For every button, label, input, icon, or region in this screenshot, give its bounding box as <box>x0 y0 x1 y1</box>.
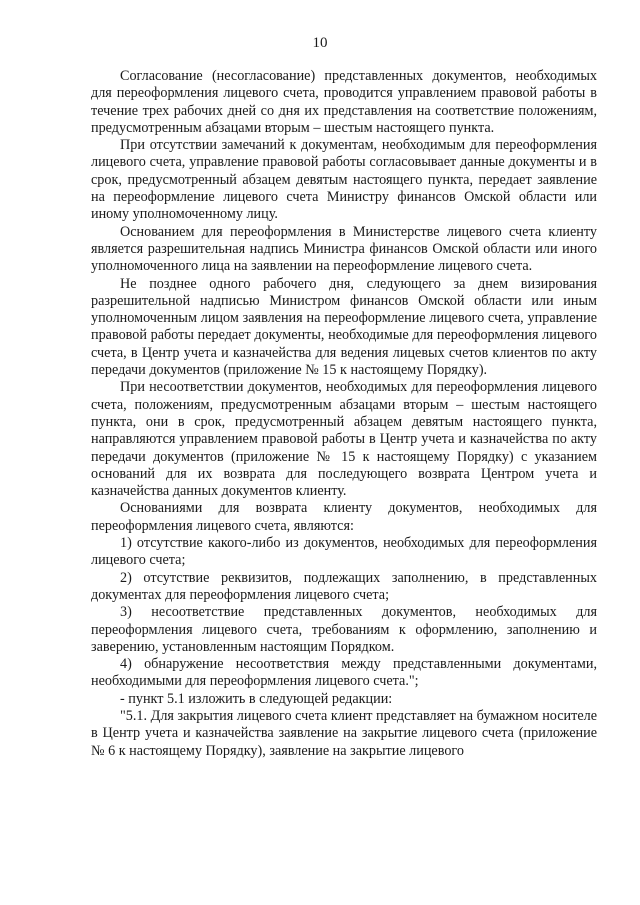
paragraph: Основанием для переоформления в Министерстве лицевого счета клиенту является разрешительная надпись Министра финансов Омской области или иного уполномоченного лица на заявлении на переоформление лицевого счета. <box>91 223 597 275</box>
paragraph: - пункт 5.1 изложить в следующей редакции: <box>120 690 393 707</box>
list-item: 4) обнаружение несоответствия между представленными документами, необходимыми для переоформления лицевого счета."; <box>91 656 597 690</box>
list-item: 3) несоответствие представленных документов, необходимых для переоформления лицевого счета, требованиям к оформлению, заполнению и заверению, установленным настоящим Порядком. <box>91 604 597 655</box>
paragraph: Согласование (несогласование) представленных документов, необходимых для переоформления лицевого счета, проводится управлением правовой работы в течение трех рабочих дней со дня их представления на соответствие положениям, предусмотренным абзацами вторым – шестым настоящего пункта. <box>91 68 597 136</box>
paragraph: Не позднее одного рабочего дня, следующего за днем визирования разрешительной надписью Министром финансов Омской области или иным уполномоченным лицом заявления на переоформление лицевого счета, управление правовой работы передает документы, необходимые для переоформления лицевого счета, в Центр учета и казначейства для ведения лицевых счетов клиентов по акту передачи документов (приложение № 15 к настоящему Порядку). <box>91 275 597 379</box>
list-item: 1) отсутствие какого-либо из документов, необходимых для переоформления лицевого счета; <box>91 535 597 569</box>
page-number: 10 <box>312 35 328 51</box>
paragraph: Основаниями для возврата клиенту документов, необходимых для переоформления лицевого счета, являются: <box>91 500 597 534</box>
document-body <box>91 68 597 760</box>
paragraph: При отсутствии замечаний к документам, необходимым для переоформления лицевого счета, управление правовой работы согласовывает данные документы и в срок, предусмотренный абзацем девятым настоящего пункта, передает заявление на переоформление лицевого счета Министру финансов Омской области или иному уполномоченному лицу. <box>91 137 597 223</box>
paragraph: "5.1. Для закрытия лицевого счета клиент представляет на бумажном носителе в Центр учета и казначейства заявление на закрытие лицевого счета (приложение № 6 к настоящему Порядку), заявление на закрытие лицевого <box>91 707 597 759</box>
paragraph: При несоответствии документов, необходимых для переоформления лицевого счета, положениям, предусмотренным абзацами вторым – шестым настоящего пункта, они в срок, предусмотренный абзацем девятым настоящего пункта, направляются управлением правовой работы в Центр учета и казначейства по акту передачи документов (приложение № 15 к настоящему Порядку) с указанием оснований для их возврата для последующего возврата Центром учета и казначейства данных документов клиенту. <box>91 379 597 500</box>
list-item: 2) отсутствие реквизитов, подлежащих заполнению, в представленных документах для переоформления лицевого счета; <box>91 569 597 603</box>
